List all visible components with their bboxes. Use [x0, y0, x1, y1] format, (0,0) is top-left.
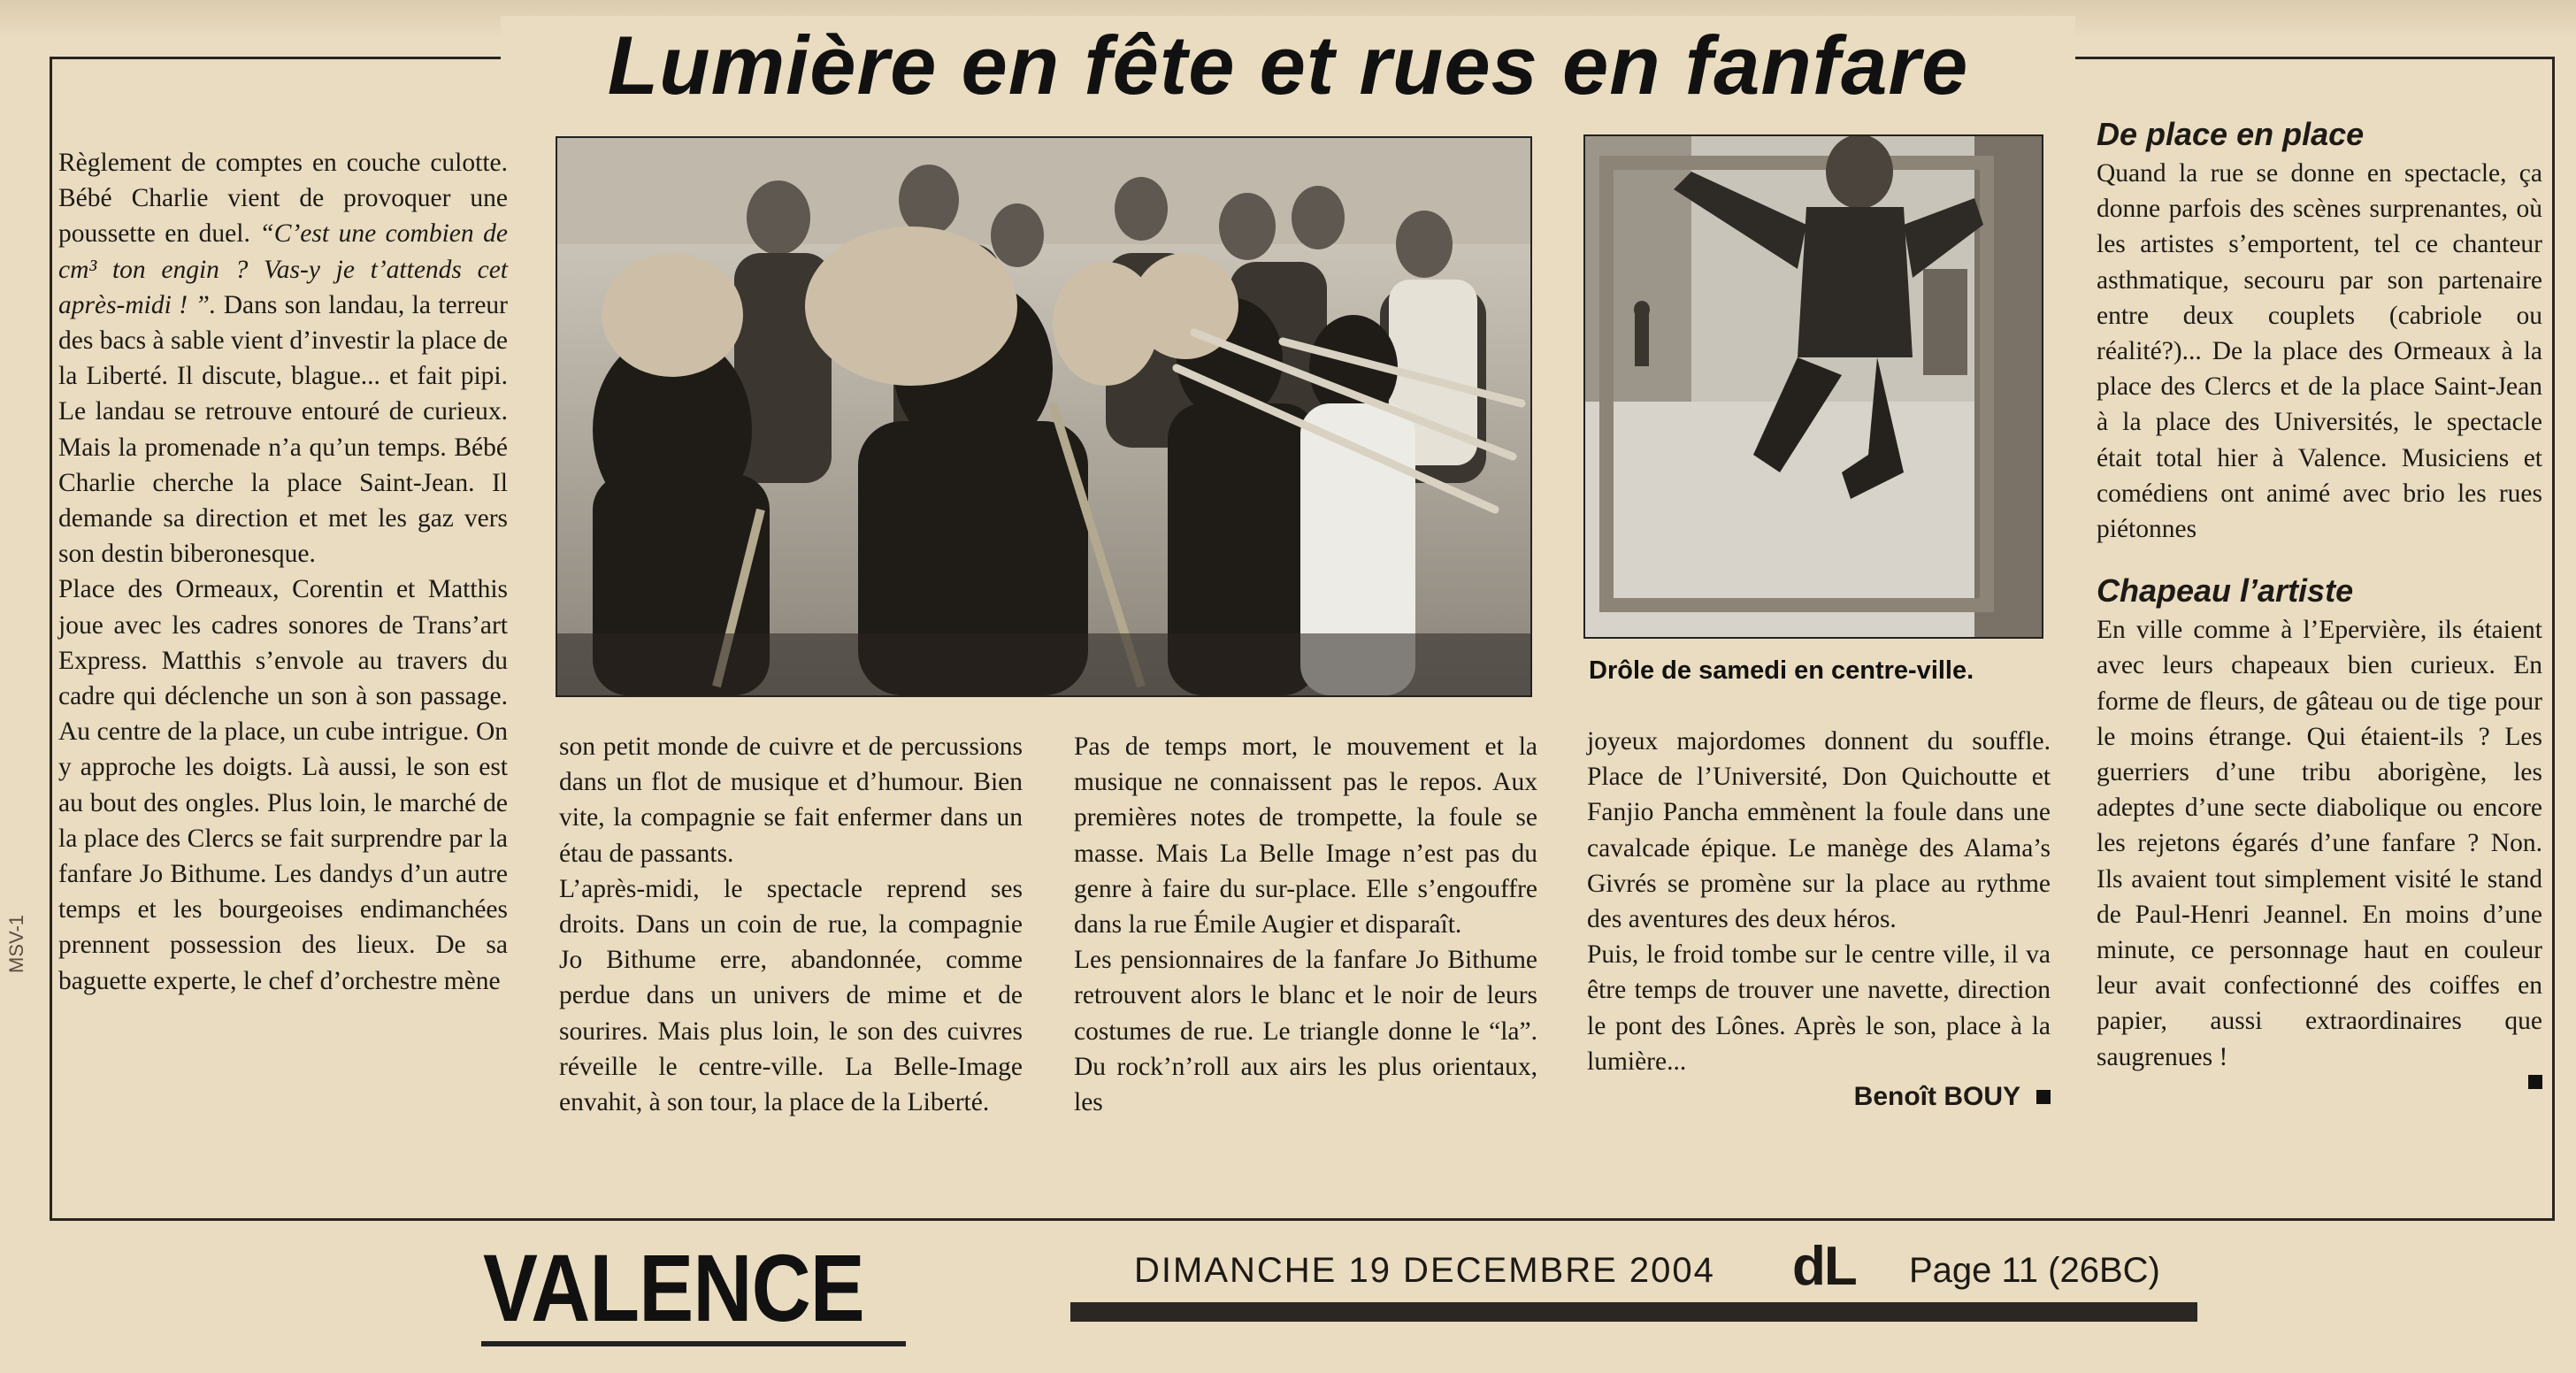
publication-date: DIMANCHE 19 DECEMBRE 2004 — [1134, 1251, 1715, 1290]
sidebar-heading: De place en place — [2097, 116, 2365, 152]
byline — [1587, 1079, 2051, 1115]
body-column-3 — [1074, 729, 1537, 1120]
paragraph: son petit monde de cuivre et de percussions dans un flot de musique et d’humour. Bien vite, la compagnie se fait enfermer dans un étau de passants. — [559, 733, 1023, 868]
paragraph: Puis, le froid tombe sur le centre ville, il va être temps de trouver une navette, direction le pont des Lônes. Après le son, place à la lumière... — [1587, 940, 2051, 1076]
headline: Lumière en fête et rues en fanfare — [501, 16, 2075, 115]
section-underline — [481, 1341, 906, 1346]
footer-rule — [1070, 1302, 2197, 1322]
sidebar-heading: Chapeau l’artiste — [2097, 572, 2354, 610]
paragraph: Les pensionnaires de la fanfare Jo Bithume retrouvent alors le blanc et le noir de leurs costumes de rue. Le triangle donne le “la”. Du rock’n’roll aux airs les plus orientaux, les — [1074, 946, 1537, 1117]
photo-brass-band — [556, 136, 1532, 697]
photo-caption: Drôle de samedi en centre-ville. — [1589, 656, 1974, 685]
author-name: Benoît BOUY — [1853, 1082, 2020, 1112]
paragraph: Pas de temps mort, le mouvement et la musique ne connaissent pas le repos. Aux premières notes de trompette, la foule se masse. Mais La Belle Image n’est pas du genre à faire du sur-place. Elle s’engouffre dans la rue Émile Augier et disparaît. — [1074, 733, 1537, 940]
paragraph-text: Dans son landau, la terreur des bacs à sable vient d’investir la place de la Liberté. Il discute, blague... et fait pipi. Le landau se retrouve entouré de curieux. Mais la promenade n’a qu’un temps. Bébé Charlie cherche la place Saint-Jean. Il demande sa direction et met les gaz vers son destin biberonesque. — [58, 290, 508, 569]
sidebar-end — [2097, 1075, 2542, 1089]
newspaper-logo: dL — [1792, 1236, 1856, 1297]
paragraph-text: Règlement de comptes en couche culotte. Bébé Charlie vient de provoquer une poussette en duel. — [58, 149, 508, 249]
paragraph: Place des Ormeaux, Corentin et Matthis joue avec les cadres sonores de Trans’art Express. Matthis s’envole au travers du cadre qui déclenche un son à son passage. Au centre de la place, un cube intrigue. On y approche les doigts. Là aussi, le son est au bout des ongles. Plus loin, le marché de la place des Clercs se fait surprendre par la fanfare Jo Bithume. Les dandys d’un autre temps et les bourgeoises endimanchées prennent possession des lieux. De sa baguette experte, le chef d’orchestre mène — [58, 575, 508, 995]
paragraph — [58, 145, 508, 571]
body-column-4 — [1587, 724, 2051, 1115]
end-mark-icon — [2036, 1090, 2051, 1104]
sidebar-paragraph: Quand la rue se donne en spectacle, ça donne parfois des scènes surprenantes, où les artistes s’emportent, tel ce chanteur asthmatique, secouru par son partenaire entre deux couplets (cabriole ou réalité?)... De la place des Ormeaux à la place des Clercs et de la place Saint-Jean à la place des Universités, le spectacle était total hier à Valence. Musiciens et comédiens ont animé avec brio les rues piétonnes — [2097, 159, 2542, 544]
margin-code: MSV-1 — [5, 914, 27, 973]
page-number: Page 11 (26BC) — [1909, 1251, 2160, 1290]
photo-jumping-boy — [1583, 134, 2043, 639]
body-column-2 — [559, 729, 1023, 1120]
quote: “C’est une combien de cm³ ton engin ? Vas-y je t’attends cet après-midi ! ”. — [58, 219, 508, 319]
section-name: VALENCE — [483, 1234, 864, 1341]
sidebar-paragraph: En ville comme à l’Epervière, ils étaient avec leurs chapeaux bien curieux. En forme de fleurs, de gâteau ou de tige pour le moins étrange. Qui étaient-ils ? Les guerriers d’une tribu aborigène, les adeptes d’une secte diabolique ou encore les rejetons égarés d’une fanfare ? Non. Ils avaient tout simplement visité le stand de Paul-Henri Jeannel. En moins d’une minute, ce personnage haut en couleur leur avait confectionné des coiffes en papier, aussi extraordinaires que saugrenues ! — [2097, 616, 2542, 1071]
sidebar-column — [2097, 116, 2542, 1089]
end-mark-icon — [2528, 1075, 2542, 1089]
paragraph: joyeux majordomes donnent du souffle. Place de l’Université, Don Quichoutte et Fanjio Pancha emmènent la foule dans une cavalcade épique. Le manège des Alama’s Givrés se promène sur la place au rythme des aventures des deux héros. — [1587, 727, 2051, 934]
paragraph: L’après-midi, le spectacle reprend ses droits. Dans un coin de rue, la compagnie Jo Bithume erre, abandonnée, comme perdue dans un univers de mime et de sourires. Mais plus loin, le son des cuivres réveille le centre-ville. La Belle-Image envahit, à son tour, la place de la Liberté. — [559, 874, 1023, 1117]
body-column-1 — [58, 145, 508, 999]
